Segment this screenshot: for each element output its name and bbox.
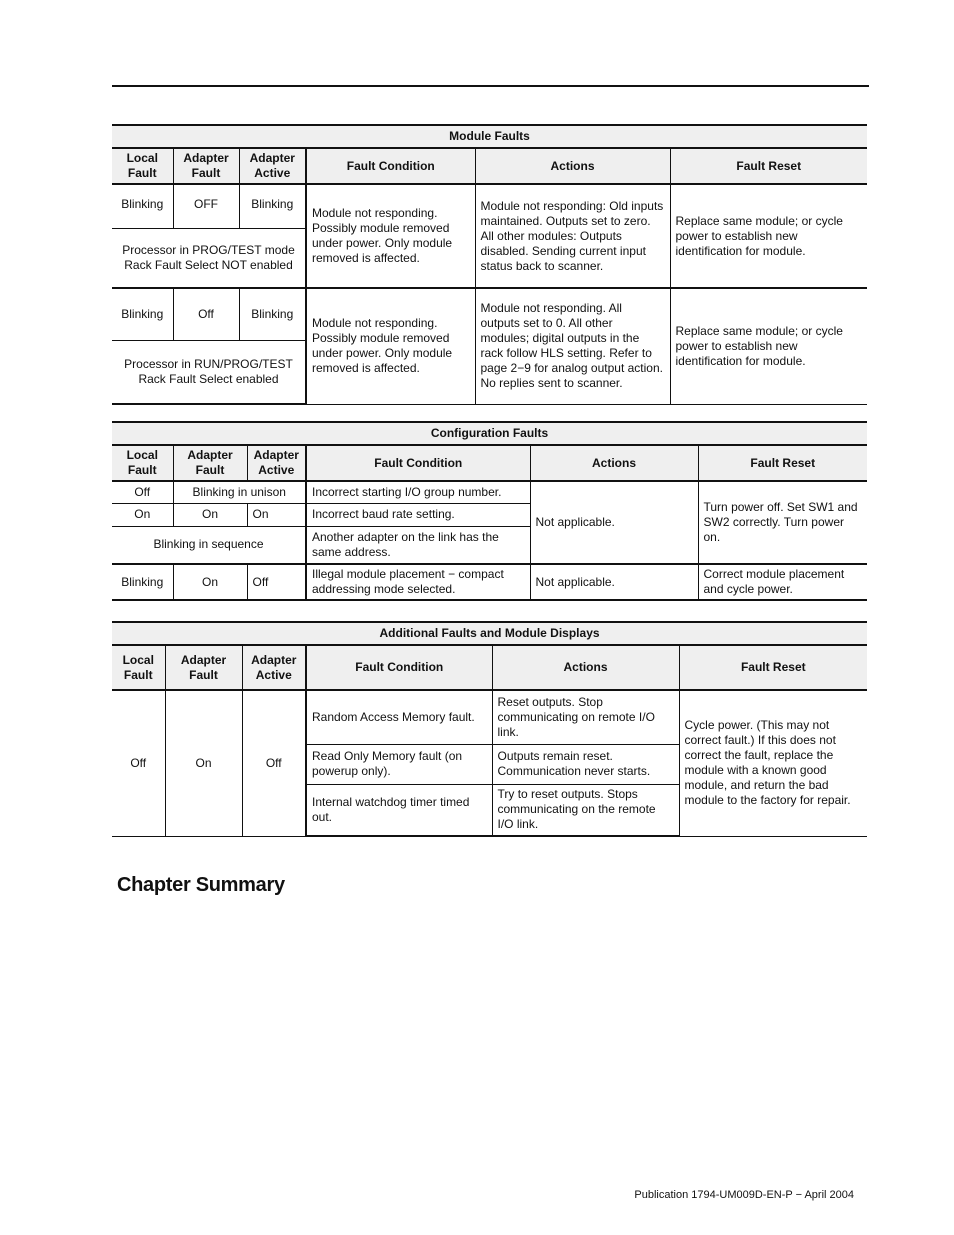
fault-condition-cell: Module not responding. Possibly module removed under power. Only module removed is affected. bbox=[306, 288, 475, 404]
fault-condition-cell: Internal watchdog timer timed out. bbox=[306, 784, 492, 836]
table-row bbox=[112, 184, 867, 228]
fault-condition-cell: Incorrect starting I/O group number. bbox=[306, 481, 530, 503]
actions-cell: Try to reset outputs. Stops communicating on the remote I/O link. bbox=[492, 784, 679, 836]
fault-reset-cell: Turn power off. Set SW1 and SW2 correctly. Turn power on. bbox=[698, 481, 867, 564]
adapter-active-cell: Blinking bbox=[239, 288, 306, 340]
module-faults-title: Module Faults bbox=[112, 125, 867, 148]
publication-footer: Publication 1794-UM009D-EN-P − April 2004 bbox=[634, 1189, 854, 1201]
header-actions: Actions bbox=[475, 148, 670, 184]
fault-reset-cell: Replace same module; or cycle power to establish new identification for module. bbox=[670, 288, 867, 404]
additional-faults-table bbox=[112, 621, 867, 837]
header-fault-condition: Fault Condition bbox=[306, 148, 475, 184]
header-fault-reset: Fault Reset bbox=[679, 645, 867, 690]
header-local-fault: Local Fault bbox=[112, 645, 165, 690]
configuration-faults-table bbox=[112, 421, 867, 601]
header-local-fault: Local Fault bbox=[112, 445, 173, 481]
adapter-active-cell: Blinking bbox=[239, 184, 306, 228]
adapter-status-cell: Blinking in unison bbox=[173, 481, 306, 503]
fault-reset-cell: Correct module placement and cycle power. bbox=[698, 564, 867, 600]
header-actions: Actions bbox=[530, 445, 698, 481]
actions-cell: Module not responding: Old inputs maintained. Outputs set to zero. All other modules: Outputs disabled. Sending current input status back to scanner. bbox=[475, 184, 670, 288]
header-actions: Actions bbox=[492, 645, 679, 690]
local-fault-cell: Blinking bbox=[112, 564, 173, 600]
adapter-active-cell: Off bbox=[242, 690, 306, 836]
header-fault-condition: Fault Condition bbox=[306, 645, 492, 690]
fault-condition-cell: Another adapter on the link has the same address. bbox=[306, 526, 530, 564]
header-adapter-active: Adapter Active bbox=[242, 645, 306, 690]
header-fault-reset: Fault Reset bbox=[698, 445, 867, 481]
header-adapter-fault: Adapter Fault bbox=[165, 645, 242, 690]
fault-condition-cell: Module not responding. Possibly module removed under power. Only module removed is affected. bbox=[306, 184, 475, 288]
processor-mode-cell: Processor in RUN/PROG/TEST Rack Fault Select enabled bbox=[112, 340, 306, 404]
fault-condition-cell: Incorrect baud rate setting. bbox=[306, 503, 530, 526]
fault-condition-cell: Random Access Memory fault. bbox=[306, 690, 492, 744]
adapter-fault-cell: On bbox=[173, 564, 247, 600]
fault-reset-cell: Cycle power. (This may not correct fault.) If this does not correct the fault, replace the module with a known good module, and return the bad module to the factory for repair. bbox=[679, 690, 867, 836]
adapter-fault-cell: OFF bbox=[173, 184, 239, 228]
actions-cell: Outputs remain reset. Communication never starts. bbox=[492, 744, 679, 784]
additional-faults-title: Additional Faults and Module Displays bbox=[112, 622, 867, 645]
header-adapter-active: Adapter Active bbox=[239, 148, 306, 184]
actions-cell: Reset outputs. Stop communicating on remote I/O link. bbox=[492, 690, 679, 744]
chapter-summary-heading: Chapter Summary bbox=[117, 874, 285, 896]
adapter-fault-cell: On bbox=[165, 690, 242, 836]
actions-cell: Not applicable. bbox=[530, 564, 698, 600]
header-fault-condition: Fault Condition bbox=[306, 445, 530, 481]
actions-cell: Module not responding. All outputs set to 0. All other modules; digital outputs in the rack follow HLS setting. Refer to page 2−9 for analog output action. No replies sent to scanner. bbox=[475, 288, 670, 404]
actions-cell: Not applicable. bbox=[530, 481, 698, 564]
header-rule bbox=[112, 85, 869, 87]
fault-condition-cell: Read Only Memory fault (on powerup only). bbox=[306, 744, 492, 784]
adapter-active-cell: Off bbox=[247, 564, 306, 600]
local-fault-cell: Blinking bbox=[112, 184, 173, 228]
table-row bbox=[112, 564, 867, 600]
fault-condition-cell: Illegal module placement − compact addressing mode selected. bbox=[306, 564, 530, 600]
configuration-faults-title: Configuration Faults bbox=[112, 422, 867, 445]
table-row bbox=[112, 288, 867, 340]
table-row bbox=[112, 481, 867, 503]
adapter-fault-cell: On bbox=[173, 503, 247, 526]
fault-reset-cell: Replace same module; or cycle power to establish new identification for module. bbox=[670, 184, 867, 288]
table-row bbox=[112, 690, 867, 744]
module-faults-table bbox=[112, 124, 867, 405]
header-adapter-active: Adapter Active bbox=[247, 445, 306, 481]
adapter-active-cell: On bbox=[247, 503, 306, 526]
local-fault-cell: Off bbox=[112, 481, 173, 503]
header-local-fault: Local Fault bbox=[112, 148, 173, 184]
local-fault-cell: Blinking bbox=[112, 288, 173, 340]
header-adapter-fault: Adapter Fault bbox=[173, 148, 239, 184]
header-adapter-fault: Adapter Fault bbox=[173, 445, 247, 481]
header-fault-reset: Fault Reset bbox=[670, 148, 867, 184]
adapter-fault-cell: Off bbox=[173, 288, 239, 340]
adapter-status-cell: Blinking in sequence bbox=[112, 526, 306, 564]
processor-mode-cell: Processor in PROG/TEST mode Rack Fault Select NOT enabled bbox=[112, 228, 306, 288]
local-fault-cell: On bbox=[112, 503, 173, 526]
local-fault-cell: Off bbox=[112, 690, 165, 836]
